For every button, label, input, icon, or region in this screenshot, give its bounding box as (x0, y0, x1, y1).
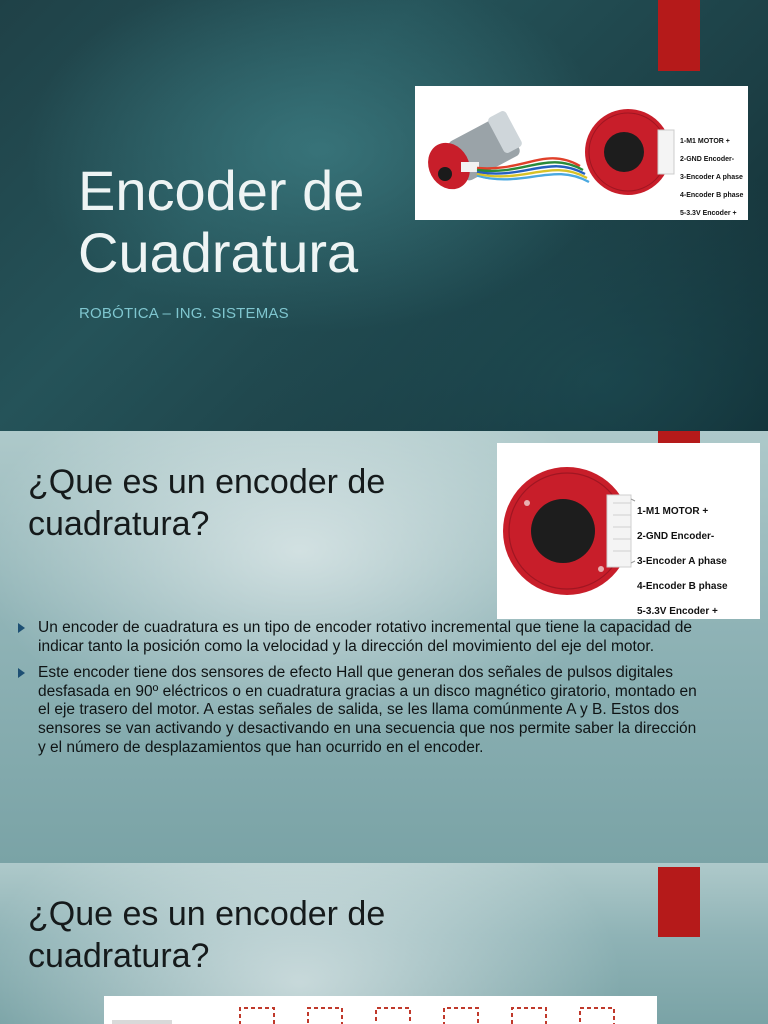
title-slide (0, 0, 768, 431)
motor-encoder-image (415, 86, 748, 220)
bullet-list (18, 619, 708, 765)
pinout-label: 4-Encoder B phase (680, 192, 744, 199)
bullet-arrow-icon (18, 668, 25, 678)
content-slide (0, 863, 768, 1024)
pinout-label: 2-GND Encoder- (637, 531, 715, 543)
pinout-labels (637, 494, 728, 619)
pinout-labels (680, 128, 743, 220)
bullet-arrow-icon (18, 623, 25, 633)
pinout-label: 5-3.3V Encoder + (637, 605, 718, 617)
pinout-label: 4-Encoder B phase (637, 580, 728, 592)
content-slide (0, 431, 768, 863)
bullet-text: Este encoder tiene dos sensores de efecto Hall que generan dos señales de pulsos digitales desfasada en 90º eléctricos o en cuadratura gracias a un disco magnético giratorio, montado en el eje trasero del motor. A estas señales de salida, se les llama comúnmente A y B. Estos dos sensores se van activando y desactivando en una secuencia que nos permite saber la dirección y el número de desplazamientos que han ocurrido en el encoder. (38, 664, 697, 756)
encoder-pcb-image (497, 443, 760, 619)
bullet-item (18, 619, 708, 656)
red-accent-tab (658, 0, 700, 71)
pinout-label: 1-M1 MOTOR + (637, 506, 709, 518)
pinout-label: 5-3.3V Encoder + (680, 210, 737, 217)
slide-subtitle: ROBÓTICA – ING. SISTEMAS (79, 305, 289, 322)
quadrature-signal-diagram (104, 996, 657, 1024)
pinout-label: 1-M1 MOTOR + (680, 138, 730, 145)
slide-title: Encoder de Cuadratura (78, 159, 365, 284)
slide-heading: ¿Que es un encoder de cuadratura? (28, 463, 386, 543)
red-accent-tab (658, 867, 700, 937)
pinout-label: 2-GND Encoder- (680, 156, 735, 163)
pinout-label: 3-Encoder A phase (680, 174, 743, 181)
pinout-label: 3-Encoder A phase (637, 556, 727, 568)
bullet-item (18, 664, 708, 757)
square-wave-signals (104, 996, 657, 1024)
slide-heading: ¿Que es un encoder de cuadratura? (28, 895, 386, 975)
bullet-text: Un encoder de cuadratura es un tipo de encoder rotativo incremental que tiene la capacidad de indicar tanto la posición como la velocidad y la dirección del movimiento del eje del motor. (38, 619, 693, 655)
